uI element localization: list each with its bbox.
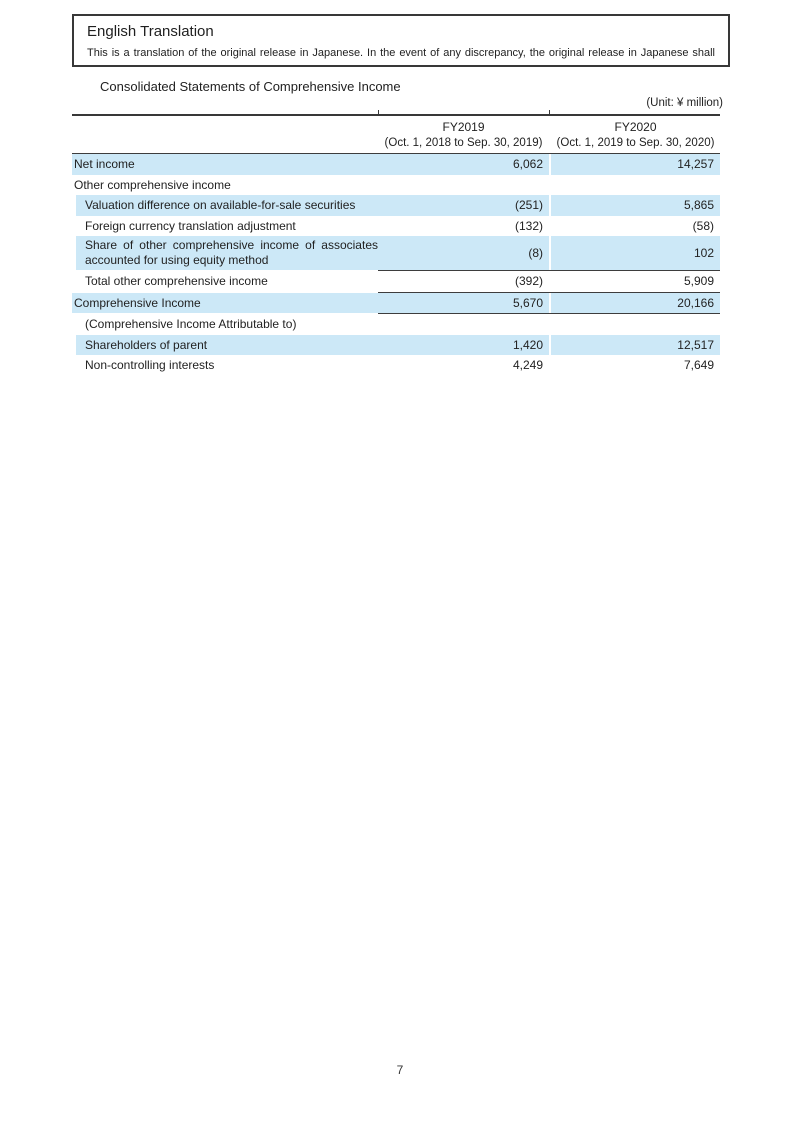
row-label-text: Comprehensive Income <box>74 295 201 310</box>
row-label-text: Other comprehensive income <box>74 177 231 192</box>
row-label-text: Non-controlling interests <box>85 358 215 373</box>
row-label-text: Foreign currency translation adjustment <box>85 218 296 233</box>
header-period-row <box>72 116 720 136</box>
header-fy2019: FY2019 <box>442 120 485 134</box>
row-value-fy2019: (8) <box>378 236 549 270</box>
column-divider-tick <box>549 110 550 116</box>
row-value-fy2019: (251) <box>378 195 549 216</box>
row-value-fy2020: 12,517 <box>551 335 720 356</box>
row-value-fy2019: (392) <box>514 274 543 289</box>
row-value-fy2019 <box>378 175 549 196</box>
page-number: 7 <box>396 1063 404 1077</box>
row-value-fy2019: 5,670 <box>378 293 549 314</box>
row-label-text: Valuation difference on available-for-sale securities <box>85 198 356 213</box>
table-row-comprehensive-income <box>72 293 720 314</box>
row-value-fy2020: 20,166 <box>551 293 720 314</box>
row-label <box>76 236 378 270</box>
header-spacer <box>72 119 378 136</box>
row-value-fy2020 <box>551 175 720 196</box>
table-row-valuation-difference <box>72 195 720 216</box>
header-fy2020: FY2020 <box>614 120 657 134</box>
header-range-row <box>72 136 720 153</box>
row-value-fy2020: 102 <box>551 236 720 270</box>
row-label-text: Shareholders of parent <box>85 337 208 352</box>
row-value-fy2020: 5,909 <box>683 274 714 289</box>
translation-notice-title: English Translation <box>87 23 214 40</box>
row-label <box>76 216 378 237</box>
table-row-net-income <box>72 154 720 175</box>
row-value-fy2020: 14,257 <box>551 154 720 175</box>
row-label <box>72 293 378 314</box>
table-row-shareholders-of-parent <box>72 335 720 356</box>
row-value-fy2020: 5,865 <box>551 195 720 216</box>
row-label <box>76 355 378 376</box>
row-label <box>76 195 378 216</box>
header-fy2019-range: (Oct. 1, 2018 to Sep. 30, 2019) <box>384 137 543 149</box>
row-label <box>76 314 378 335</box>
header-spacer <box>72 136 378 153</box>
row-value-fy2019: 4,249 <box>512 358 543 373</box>
header-fy2020-range: (Oct. 1, 2019 to Sep. 30, 2020) <box>556 137 715 149</box>
translation-notice-disclaimer: This is a translation of the original release in Japanese. In the event of any discrepancy, the original release in Japanese shall <box>87 47 715 59</box>
row-value-fy2019: (132) <box>514 218 543 233</box>
table-header <box>72 114 720 154</box>
table-row-non-controlling-interests <box>72 355 720 376</box>
comprehensive-income-table <box>72 114 720 376</box>
row-label <box>76 271 378 292</box>
row-value-fy2020: 7,649 <box>683 358 714 373</box>
column-divider-tick <box>378 110 379 116</box>
table-row-attributable-heading <box>72 314 720 335</box>
row-label <box>72 175 378 196</box>
page-content <box>0 0 800 376</box>
table-row-foreign-currency <box>72 216 720 237</box>
row-value-fy2019: 1,420 <box>378 335 549 356</box>
row-label <box>76 335 378 356</box>
table-row-other-comprehensive-income <box>72 175 720 196</box>
table-row-total-other-comprehensive-income <box>72 271 720 292</box>
statement-title: Consolidated Statements of Comprehensive Income <box>100 79 401 94</box>
unit-label: (Unit: ¥ million) <box>646 97 723 109</box>
row-label-text: Total other comprehensive income <box>85 274 268 289</box>
row-label-text: (Comprehensive Income Attributable to) <box>85 317 297 332</box>
row-value-fy2020 <box>551 314 720 335</box>
row-value-fy2019 <box>378 314 549 335</box>
row-label <box>72 154 378 175</box>
row-label-text: Net income <box>74 157 135 172</box>
row-value-fy2020: (58) <box>692 218 714 233</box>
row-label-text: Share of other comprehensive income of associates accounted for using equity method <box>85 238 378 267</box>
table-row-share-of-associates <box>72 236 720 270</box>
translation-notice-box <box>72 14 730 67</box>
row-value-fy2019: 6,062 <box>378 154 549 175</box>
